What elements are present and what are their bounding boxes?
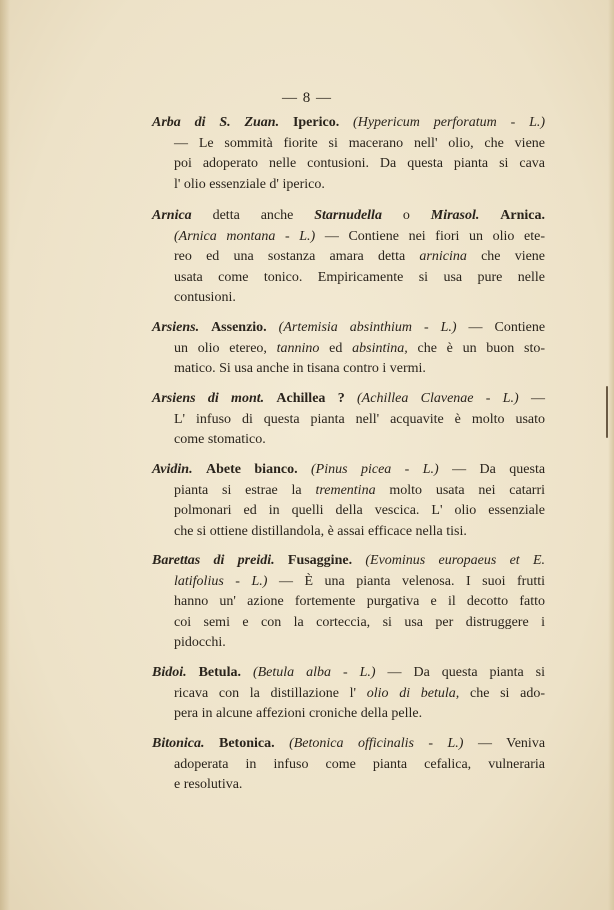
entry-text: coi semi e con la corteccia, si usa per distruggere i (174, 614, 545, 630)
margin-mark (606, 386, 608, 438)
entry-betonica (152, 734, 545, 796)
entry-text: e resolutiva. (174, 777, 243, 792)
entry-text: pera in alcune affezioni croniche della pelle. (174, 706, 423, 721)
entry-text: — Da questa pianta si (387, 665, 546, 680)
entry-text: polmonari ed in quelli della vescica. L' olio essenziale (174, 503, 545, 518)
entry-text: matico. Si usa anche in tisana contro i vermi. (174, 361, 426, 376)
dialect-name: Mirasol. (430, 208, 480, 223)
entry-text: che si ottiene distillandola, è assai efficace nella tisi. (174, 523, 467, 539)
entry-text: — Contiene nei fiori un olio ete- (324, 228, 545, 244)
entry-text: pidocchi. (174, 635, 226, 650)
latin-name: (Achillea Clavenae - L.) (357, 391, 519, 406)
dialect-name: Starnudella (314, 208, 382, 223)
entry-text-italic: absintina, (352, 340, 408, 356)
entry-text: contusioni. (174, 290, 236, 305)
entry-text: — Da questa (452, 462, 546, 477)
italian-name: Arnica. (500, 208, 546, 223)
latin-name: (Betula alba - L.) (252, 665, 376, 680)
dialect-name: Arnica (152, 208, 192, 223)
entry-text-italic: olio di betula, (366, 685, 460, 701)
latin-name: (Pinus picea - L.) (311, 462, 439, 477)
entry-text: — È una pianta velenosa. I suoi frutti (278, 573, 545, 589)
dialect-name: Arsiens di mont. (152, 391, 265, 406)
entry-text: l' olio essenziale d' iperico. (174, 176, 325, 192)
entry-text: ricava con la distillazione l' (174, 685, 357, 701)
latin-name: (Hypericum perforatum - L.) (353, 115, 546, 130)
dialect-name: Arba di S. Zuan. (152, 115, 280, 130)
entry-text: poi adoperato nelle contusioni. Da questa pianta si cava (174, 156, 545, 171)
dialect-name: Bidoi. (152, 665, 187, 680)
entry-text-italic: arnicina (419, 249, 467, 264)
latin-name: (Artemisia absinthium - L.) (278, 320, 457, 335)
entry-assenzio (152, 318, 545, 380)
page-binding-shadow (0, 0, 10, 910)
entry-text-italic: trementina (315, 482, 376, 498)
entry-text: ed (329, 340, 343, 356)
entry-text: reo ed una sostanza amara detta (174, 249, 406, 264)
entry-text: molto usata nei catarri (389, 482, 546, 498)
entry-text: un olio etereo, (174, 340, 267, 356)
entry-text: pianta si estrae la (174, 482, 302, 498)
dialect-name: Avidin. (152, 462, 193, 477)
latin-name: (Evominus europaeus et E. (365, 553, 546, 568)
latin-name: (Arnica montana - L.) (174, 228, 316, 244)
dialect-name: Barettas di preidi. (152, 553, 275, 568)
entry-text: — Veniva (477, 736, 546, 751)
latin-name: (Betonica officinalis - L.) (289, 736, 464, 751)
italian-name: Betonica. (218, 736, 275, 751)
entry-betula (152, 663, 545, 725)
entry-text: che viene (481, 249, 546, 264)
entry-text-italic: tannino (276, 340, 320, 356)
entry-text: come stomatico. (174, 432, 266, 447)
entry-text: hanno un' azione fortemente purgativa e il decotto fatto (174, 594, 545, 609)
page-number: — 8 — (282, 90, 332, 106)
italian-name: Achillea ? (276, 391, 345, 406)
entry-text: — Le sommità fiorite si macerano nell' olio, che viene (174, 135, 545, 151)
entry-text: o (402, 208, 410, 223)
page-edge-shadow (608, 0, 614, 910)
entry-iperico (152, 113, 545, 195)
entry-text: — Contiene (468, 320, 546, 335)
dialect-name: Bitonica. (152, 736, 205, 751)
entry-text: — (531, 391, 545, 406)
italian-name: Iperico. (292, 115, 340, 130)
entry-achillea (152, 389, 545, 451)
entry-text: usata come tonico. Empiricamente si usa pure nelle (174, 269, 545, 285)
entry-text: detta anche (212, 208, 294, 223)
entry-abete-bianco (152, 460, 545, 542)
entry-text: che si ado- (469, 685, 545, 701)
entry-text: che è un buon sto- (417, 340, 546, 356)
italian-name: Fusaggine. (287, 553, 353, 568)
entry-fusaggine (152, 551, 545, 654)
entry-text: L' infuso di questa pianta nell' acquavite è molto usato (174, 411, 545, 427)
dialect-name: Arsiens. (152, 320, 200, 335)
latin-name: latifolius - L.) (174, 573, 268, 589)
italian-name: Abete bianco. (206, 462, 298, 477)
entry-text: adoperata in infuso come pianta cefalica, vulneraria (174, 756, 545, 772)
entry-arnica (152, 206, 545, 309)
italian-name: Betula. (198, 665, 241, 680)
italian-name: Assenzio. (211, 320, 267, 335)
